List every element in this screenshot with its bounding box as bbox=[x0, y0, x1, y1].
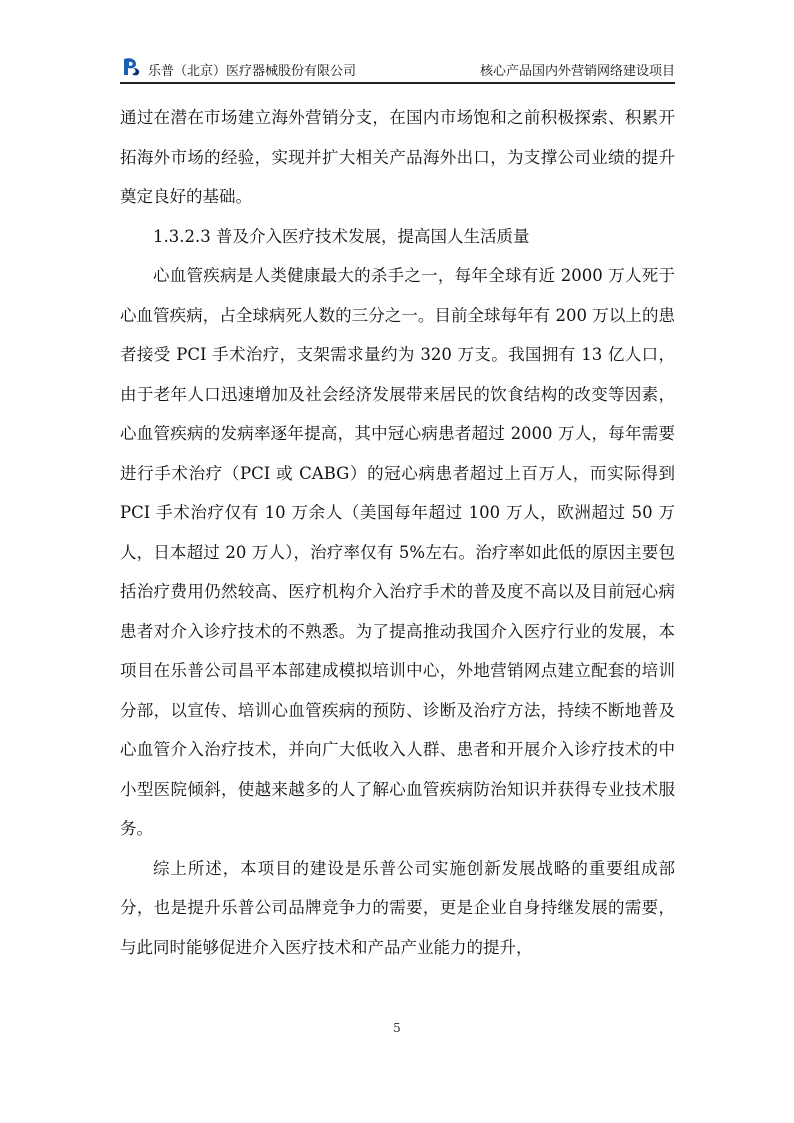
company-name: 乐普（北京）医疗器械股份有限公司 bbox=[148, 64, 357, 79]
page-header bbox=[120, 54, 675, 82]
section-heading: 1.3.2.3 普及介入医疗技术发展，提高国人生活质量 bbox=[153, 226, 530, 246]
page-number: 5 bbox=[393, 1021, 401, 1035]
paragraph-overseas-marketing: 通过在潜在市场建立海外营销分支，在国内市场饱和之前积极探索、积累开拓海外市场的经验，实现并扩大相关产品海外出口，为支撑公司业绩的提升奠定良好的基础。 bbox=[120, 108, 675, 206]
paragraph-cardiovascular: 心血管疾病是人类健康最大的杀手之一，每年全球有近 2000 万人死于心血管疾病，占全球病死人数的三分之一。目前全球每年有 200 万以上的患者接受 PCI 手术治疗，支架需求量约为 320 万支。我国拥有 13 亿人口，由于老年人口迅速增加及社会经济发展带来居民的饮食结构的改变等因素，心血管疾病的发病率逐年提高，其中冠心病患者超过 2000 万人，每年需要进行手术治疗（PCI 或 CABG）的冠心病患者超过上百万人，而实际得到 PCI 手术治疗仅有 10 万余人（美国每年超过 100 万人，欧洲超过 50 万人，日本超过 20 万人），治疗率仅有 5%左右。治疗率如此低的原因主要包括治疗费用仍然较高、医疗机构介入治疗手术的普及度不高以及目前冠心病患者对介入诊疗技术的不熟悉。为了提高推动我国介入医疗行业的发展，本项目在乐普公司昌平本部建成模拟培训中心，外地营销网点建立配套的培训分部，以宣传、培训心血管疾病的预防、诊断及治疗方法，持续不断地普及心血管介入治疗技术，并向广大低收入人群、患者和开展介入诊疗技术的中小型医院倾斜，使越来越多的人了解心血管疾病防治知识并获得专业技术服务。 bbox=[120, 266, 675, 838]
lepu-logo-icon bbox=[120, 56, 142, 78]
document-body bbox=[120, 98, 675, 967]
header-divider bbox=[120, 82, 675, 84]
paragraph-summary: 综上所述，本项目的建设是乐普公司实施创新发展战略的重要组成部分，也是提升乐普公司品牌竞争力的需要，更是企业自身持继发展的需要，与此同时能够促进介入医疗技术和产品产业能力的提升， bbox=[120, 858, 675, 957]
project-title: 核心产品国内外营销网络建设项目 bbox=[479, 64, 675, 79]
